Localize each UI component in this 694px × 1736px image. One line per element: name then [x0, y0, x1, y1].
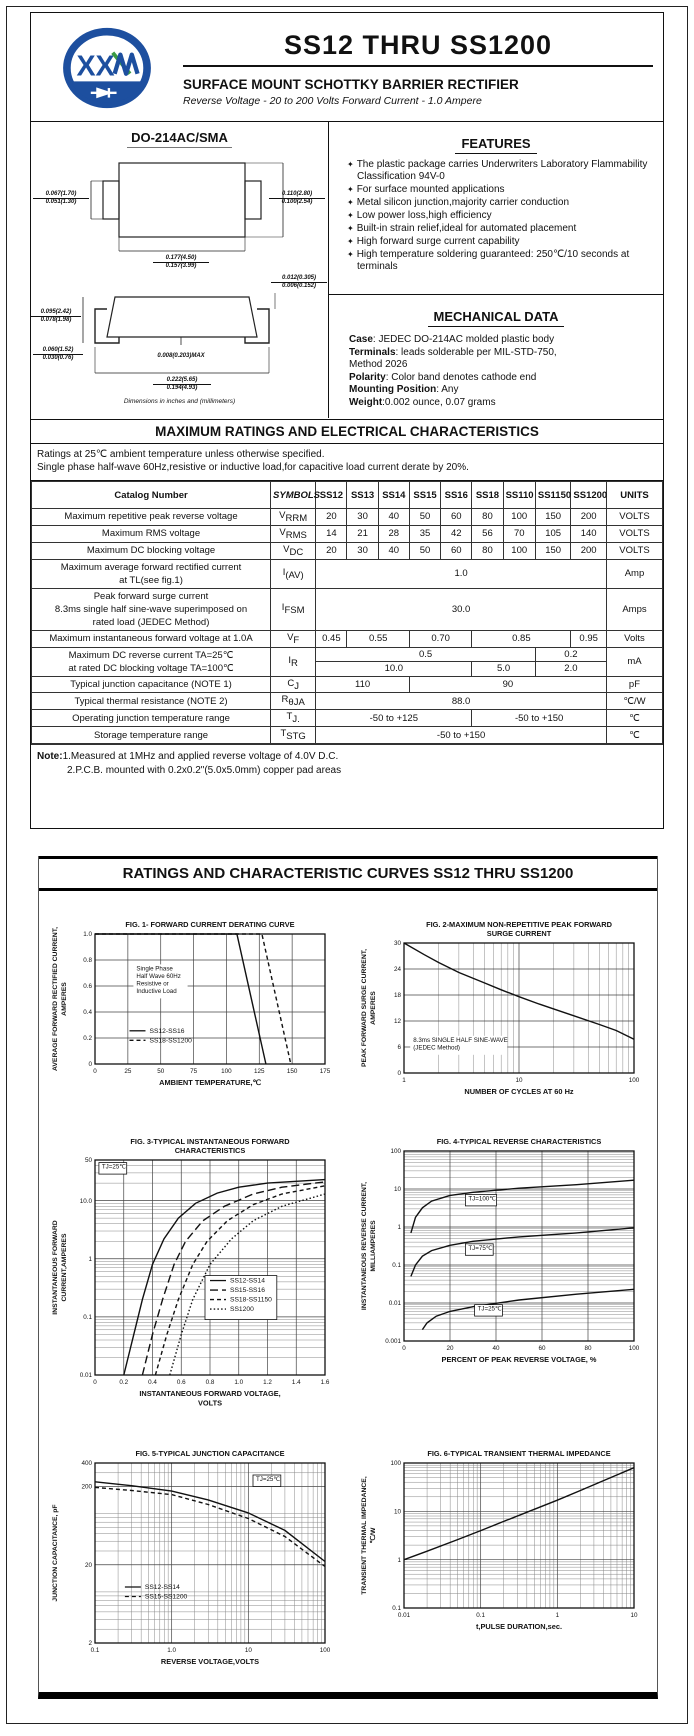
note-line1: Note:1.Measured at 1MHz and applied reverse voltage of 4.0V D.C. — [37, 751, 339, 763]
row-label: Peak forward surge current 8.3ms single half sine-wave superimposed on rated load (JEDEC Method) — [32, 588, 271, 630]
figure-3 — [49, 1134, 339, 1420]
annotation: TJ=25℃ — [101, 1163, 126, 1171]
value-cell: 50 — [409, 509, 440, 526]
bullet-icon: ✦ — [347, 185, 354, 194]
y-tick-label: 0.001 — [384, 1338, 401, 1346]
row-symbol: $T_{STG}$ — [271, 727, 316, 744]
value-cell: 88.0 — [316, 693, 607, 710]
column-header: SS1200 — [571, 482, 607, 509]
value-cell: 0.70 — [409, 630, 471, 647]
value-cell: 90 — [409, 676, 606, 693]
table-row — [32, 509, 663, 526]
y-axis-label: AVERAGE FORWARD RECTIFIED CURRENT, — [51, 927, 59, 1071]
figure-5 — [49, 1446, 339, 1678]
figure-title: FIG. 5-TYPICAL JUNCTION CAPACITANCE — [134, 1449, 285, 1458]
fig4-series — [422, 1289, 634, 1329]
note-line2: 2.P.C.B. mounted with 0.2x0.2"(5.0x5.0mm) copper pad areas — [67, 765, 342, 777]
y-tick-label: 1 — [396, 1224, 401, 1232]
value-cell: 30 — [347, 509, 378, 526]
row-label: Typical junction capacitance (NOTE 1) — [32, 676, 271, 693]
legend-label: SS1200 — [229, 1306, 254, 1314]
x-axis-label: AMBIENT TEMPERATURE,℃ — [158, 1078, 261, 1087]
x-tick-label: 175 — [319, 1068, 330, 1075]
x-tick-label: 0.6 — [176, 1379, 186, 1386]
package-name: DO-214AC/SMA — [31, 130, 328, 145]
annotation: TJ=25℃ — [255, 1476, 280, 1483]
value-cell: 0.55 — [347, 630, 409, 647]
dim-tab-width: 0.067(1.70) 0.051(1.30) — [33, 191, 89, 206]
y-tick-label: 0.2 — [82, 1035, 92, 1043]
figures-grid — [39, 891, 657, 1678]
value-cell: 60 — [441, 509, 472, 526]
y-axis-label: CURRENT,AMPERES — [60, 1233, 68, 1302]
fig5-chart — [49, 1446, 339, 1673]
y-tick-label: 0.1 — [391, 1262, 401, 1270]
mech-line: Weight:0.002 ounce, 0.07 grams — [349, 396, 496, 408]
y-tick-label: 0 — [396, 1070, 401, 1078]
feature-item: ✦ Low power loss,high efficiency — [347, 210, 492, 221]
row-symbol: $R_{\theta JA}$ — [271, 693, 316, 710]
row-symbol: $I_{(AV)}$ — [271, 559, 316, 588]
value-cell: 28 — [378, 525, 409, 542]
x-tick-label: 100 — [628, 1345, 639, 1352]
figure-1 — [49, 917, 339, 1108]
row-label: Maximum average forward rectified current at TL(see fig.1) — [32, 559, 271, 588]
annotation: Inductive Load — [135, 987, 177, 995]
unit-cell: VOLTS — [606, 509, 662, 526]
figure-title: SURGE CURRENT — [486, 929, 551, 938]
ratings-intro — [31, 444, 663, 481]
value-cell: 100 — [503, 542, 535, 559]
table-row — [32, 710, 663, 727]
dim-body-height: 0.110(2.80) 0.100(2.54) — [269, 191, 325, 206]
x-tick-label: 75 — [189, 1068, 197, 1075]
feature-item: ✦ Built-in strain relief,ideal for automated placement — [347, 223, 577, 234]
y-tick-label: 1.0 — [82, 931, 92, 939]
value-cell: -50 to +150 — [316, 727, 607, 744]
y-tick-label: 0.8 — [82, 957, 92, 965]
figure-2 — [358, 917, 648, 1108]
fig6-chart — [358, 1446, 648, 1638]
ratings-table-wrap — [31, 481, 663, 744]
value-cell: 0.2 — [535, 647, 606, 662]
features-heading: FEATURES — [329, 136, 663, 151]
package-caption: Dimensions in inches and (millimeters) — [123, 398, 236, 405]
unit-cell: VOLTS — [606, 525, 662, 542]
feature-item: ✦ The plastic package carries Underwriters Laboratory Flammability Classification 94V-0 — [347, 159, 648, 182]
row-symbol: $C_J$ — [271, 676, 316, 693]
column-header: Catalog Number — [32, 482, 271, 509]
legend-label: SS18-SS1150 — [229, 1296, 272, 1304]
annotation: TJ=75℃ — [467, 1244, 493, 1252]
x-tick-label: 1 — [555, 1612, 559, 1619]
legend-label: SS12-SS14 — [144, 1584, 180, 1591]
y-axis-label: INSTANTANEOUS REVERSE CURRENT, — [360, 1181, 368, 1311]
fig5-series — [95, 1487, 325, 1566]
mech-line: Method 2026 — [349, 359, 408, 370]
x-tick-label: 1.4 — [291, 1379, 301, 1386]
y-axis-label: MILLIAMPERES — [369, 1220, 377, 1272]
x-axis-label: VOLTS — [197, 1398, 222, 1408]
value-cell: -50 to +150 — [472, 710, 607, 727]
mechanical-data — [329, 332, 663, 419]
y-tick-label: 6 — [396, 1044, 401, 1052]
mechanical-heading: MECHANICAL DATA — [329, 309, 663, 324]
header-titles — [183, 30, 653, 107]
y-tick-label: 0.01 — [79, 1372, 92, 1380]
x-tick-label: 1.0 — [166, 1647, 176, 1654]
x-tick-label: 0.1 — [475, 1612, 485, 1619]
y-tick-label: 10 — [393, 1508, 401, 1516]
x-tick-label: 150 — [286, 1068, 297, 1075]
unit-cell: Volts — [606, 630, 662, 647]
ratings-banner: MAXIMUM RATINGS AND ELECTRICAL CHARACTERISTICS — [31, 419, 663, 444]
bullet-icon: ✦ — [347, 160, 354, 169]
y-tick-label: 50 — [84, 1157, 92, 1165]
value-cell: 150 — [535, 542, 571, 559]
feature-item: ✦ Metal silicon junction,majority carrier conduction — [347, 197, 570, 208]
x-tick-label: 20 — [445, 1345, 454, 1352]
value-cell: 35 — [409, 525, 440, 542]
x-tick-label: 50 — [156, 1068, 164, 1075]
value-cell: 80 — [472, 509, 503, 526]
x-tick-label: 0 — [92, 1068, 97, 1075]
value-cell: 56 — [472, 525, 503, 542]
figure-title: CHARACTERISTICS — [174, 1146, 245, 1155]
bullet-icon: ✦ — [347, 237, 354, 246]
y-tick-label: 10 — [393, 1186, 401, 1194]
row-symbol: $V_F$ — [271, 630, 316, 647]
row-label: Typical thermal resistance (NOTE 2) — [32, 693, 271, 710]
value-cell: 5.0 — [472, 662, 536, 677]
value-cell: 70 — [503, 525, 535, 542]
value-cell: 30.0 — [316, 588, 607, 630]
bullet-icon: ✦ — [347, 198, 354, 207]
section-divider — [329, 294, 663, 295]
unit-cell: Amps — [606, 588, 662, 630]
fig2-chart — [358, 917, 648, 1103]
y-tick-label: 1 — [396, 1556, 401, 1564]
y-axis-label: INSTANTANEOUS FORWARD — [51, 1220, 59, 1315]
column-header: SS1150 — [535, 482, 571, 509]
value-cell: 200 — [571, 509, 607, 526]
ratings-intro-line1: Ratings at 25℃ ambient temperature unless otherwise specified. — [37, 449, 325, 460]
y-axis-label: AMPERES — [369, 991, 377, 1025]
annotation: TJ=25℃ — [477, 1305, 502, 1313]
y-tick-label: 100 — [389, 1460, 401, 1468]
legend-label: SS15-SS1200 — [144, 1593, 187, 1601]
column-header: SS13 — [347, 482, 378, 509]
y-axis-label: ℃/W — [369, 1527, 377, 1544]
row-label: Maximum instantaneous forward voltage at 1.0A — [32, 630, 271, 647]
table-row — [32, 676, 663, 693]
y-axis-label: JUNCTION CAPACITANCE, pF — [51, 1504, 59, 1602]
x-tick-label: 80 — [583, 1345, 592, 1352]
value-cell: 2.0 — [535, 662, 606, 677]
subtitle: SURFACE MOUNT SCHOTTKY BARRIER RECTIFIER — [183, 76, 519, 92]
value-cell: 0.85 — [472, 630, 571, 647]
column-header: SS15 — [409, 482, 440, 509]
value-cell: 140 — [571, 525, 607, 542]
curves-banner: RATINGS AND CHARACTERISTIC CURVES SS12 THRU SS1200 — [39, 856, 657, 891]
ratings-intro-line2: Single phase half-wave 60Hz,resistive or inductive load,for capacitive load current derate by 20%. — [37, 462, 469, 473]
y-tick-label: 1 — [87, 1255, 92, 1263]
y-tick-label: 24 — [393, 966, 401, 974]
row-symbol: $T_{J.}$ — [271, 710, 316, 727]
column-header: SYMBOLS — [271, 482, 316, 509]
brand-logo-icon — [59, 26, 155, 110]
x-tick-label: 1.0 — [233, 1379, 243, 1386]
y-tick-label: 100 — [389, 1148, 401, 1156]
column-header: SS18 — [472, 482, 503, 509]
legend-label: SS12-SS16 — [149, 1027, 184, 1035]
y-tick-label: 2 — [87, 1640, 92, 1648]
annotation: (JEDEC Method) — [412, 1044, 460, 1052]
y-tick-label: 18 — [393, 992, 401, 1000]
row-label: Storage temperature range — [32, 727, 271, 744]
y-tick-label: 12 — [393, 1018, 401, 1026]
value-cell: 40 — [378, 542, 409, 559]
bullet-icon: ✦ — [347, 224, 354, 233]
page-title: SS12 THRU SS1200 — [283, 29, 553, 60]
y-tick-label: 0.01 — [388, 1300, 401, 1308]
fig1-chart — [49, 917, 339, 1094]
x-tick-label: 10 — [629, 1612, 638, 1619]
value-cell: 100 — [503, 509, 535, 526]
unit-cell: Amp — [606, 559, 662, 588]
x-tick-label: 25 — [123, 1068, 131, 1075]
bullet-icon: ✦ — [347, 211, 354, 220]
table-row — [32, 727, 663, 744]
value-cell: 10.0 — [316, 662, 472, 677]
column-header: SS110 — [503, 482, 535, 509]
features-list — [329, 159, 663, 284]
figure-6 — [358, 1446, 648, 1678]
y-tick-label: 0 — [87, 1061, 92, 1069]
unit-cell: ℃/W — [606, 693, 662, 710]
value-cell: 40 — [378, 509, 409, 526]
dim-overall-length: 0.222(5.65) 0.194(4.93) — [153, 377, 211, 392]
x-axis-label: PERCENT OF PEAK REVERSE VOLTAGE, % — [441, 1355, 596, 1364]
dim-lead-thickness: 0.012(0.305) 0.006(0.152) — [271, 275, 327, 290]
x-tick-label: 0.2 — [118, 1379, 128, 1386]
fig4-series — [410, 1180, 633, 1233]
x-tick-label: 0.1 — [90, 1647, 99, 1654]
fig1-series — [95, 934, 266, 1064]
row-label: Maximum repetitive peak reverse voltage — [32, 509, 271, 526]
row-label: Maximum DC blocking voltage — [32, 542, 271, 559]
y-axis-label: TRANSIENT THERMAL IMPEDANCE, — [360, 1476, 368, 1595]
dim-body-width: 0.177(4.50) 0.157(3.99) — [153, 255, 209, 270]
legend-label: SS15-SS16 — [229, 1287, 265, 1295]
y-axis-label: AMPERES — [60, 982, 68, 1016]
value-cell: 60 — [441, 542, 472, 559]
annotation: 8.3ms SINGLE HALF SINE-WAVE — [412, 1036, 508, 1044]
value-cell: 14 — [316, 525, 347, 542]
y-tick-label: 10.0 — [79, 1197, 92, 1205]
x-tick-label: 40 — [491, 1345, 500, 1352]
y-tick-label: 30 — [393, 940, 401, 948]
legend-label: SS18-SS1200 — [149, 1037, 192, 1045]
x-tick-label: 10 — [514, 1077, 523, 1084]
fig4-series — [410, 1228, 633, 1277]
value-cell: 20 — [316, 542, 347, 559]
y-tick-label: 0.4 — [82, 1009, 92, 1017]
x-axis-label: NUMBER OF CYCLES AT 60 Hz — [463, 1087, 574, 1096]
x-axis-label: REVERSE VOLTAGE,VOLTS — [160, 1657, 259, 1666]
x-tick-label: 0 — [92, 1379, 97, 1386]
legend-label: SS12-SS14 — [229, 1277, 265, 1285]
x-tick-label: 100 — [628, 1077, 639, 1084]
fig4-chart — [358, 1134, 648, 1371]
fig5-series — [95, 1482, 325, 1562]
unit-cell: VOLTS — [606, 542, 662, 559]
column-header: SS14 — [378, 482, 409, 509]
row-label: Operating junction temperature range — [32, 710, 271, 727]
row-symbol: $V_{RMS}$ — [271, 525, 316, 542]
package-cell — [31, 122, 329, 418]
row-symbol: $I_R$ — [271, 647, 316, 676]
y-tick-label: 200 — [80, 1483, 92, 1491]
row-label: Maximum DC reverse current TA=25℃ at rated DC blocking voltage TA=100℃ — [32, 647, 271, 676]
row-symbol: $I_{FSM}$ — [271, 588, 316, 630]
value-cell: 105 — [535, 525, 571, 542]
table-row — [32, 588, 663, 630]
value-cell: 1.0 — [316, 559, 607, 588]
table-row — [32, 693, 663, 710]
svg-text:X: X — [95, 50, 115, 83]
spec-box — [30, 12, 664, 829]
value-cell: -50 to +125 — [316, 710, 472, 727]
feature-item: ✦ High forward surge current capability — [347, 236, 520, 247]
value-cell: 150 — [535, 509, 571, 526]
value-cell: 30 — [347, 542, 378, 559]
x-axis-label: t,PULSE DURATION,sec. — [475, 1622, 562, 1631]
annotation: TJ=100℃ — [467, 1195, 496, 1203]
unit-cell: ℃ — [606, 727, 662, 744]
y-tick-label: 400 — [80, 1460, 92, 1468]
header — [31, 13, 663, 122]
column-header: SS16 — [441, 482, 472, 509]
package-drawing — [31, 147, 328, 409]
y-axis-label: PEAK FORWARD SURGE CURRENT, — [360, 948, 368, 1068]
svg-text:X: X — [76, 50, 96, 83]
feature-item: ✦ For surface mounted applications — [347, 184, 505, 195]
figure-title: FIG. 6-TYPICAL TRANSIENT THERMAL IMPEDANCE — [426, 1449, 611, 1458]
dim-pkg-height: 0.095(2.42) 0.078(1.98) — [31, 309, 81, 324]
column-header: UNITS — [606, 482, 662, 509]
table-row — [32, 559, 663, 588]
x-tick-label: 1.6 — [320, 1379, 329, 1386]
mech-line: Mounting Position: Any — [349, 384, 459, 395]
row-symbol: $V_{RRM}$ — [271, 509, 316, 526]
x-tick-label: 100 — [319, 1647, 330, 1654]
bullet-icon: ✦ — [347, 250, 354, 259]
x-tick-label: 60 — [537, 1345, 546, 1352]
value-cell: 0.45 — [316, 630, 347, 647]
value-cell: 0.95 — [571, 630, 607, 647]
figure-title: FIG. 3-TYPICAL INSTANTANEOUS FORWARD — [129, 1137, 290, 1146]
y-tick-label: 0.6 — [82, 983, 92, 991]
annotation: Half Wave 60Hz — [135, 972, 181, 980]
y-tick-label: 0.1 — [82, 1314, 92, 1322]
figure-title: FIG. 1- FORWARD CURRENT DERATING CURVE — [124, 920, 295, 929]
row-symbol: $V_{DC}$ — [271, 542, 316, 559]
row-label: Maximum RMS voltage — [32, 525, 271, 542]
x-tick-label: 0 — [401, 1345, 406, 1352]
x-tick-label: 10 — [244, 1647, 252, 1654]
table-row — [32, 542, 663, 559]
figure-title: FIG. 4-TYPICAL REVERSE CHARACTERISTICS — [436, 1137, 601, 1146]
y-tick-label: 0.1 — [391, 1605, 401, 1613]
value-cell: 21 — [347, 525, 378, 542]
title-rule — [183, 65, 653, 67]
value-cell: 42 — [441, 525, 472, 542]
column-header: SS12 — [316, 482, 347, 509]
annotation: Single Phase — [135, 965, 173, 973]
x-tick-label: 1.2 — [262, 1379, 272, 1386]
x-tick-label: 0.8 — [205, 1379, 214, 1386]
value-cell: 0.5 — [316, 647, 536, 662]
fig3-chart — [49, 1134, 339, 1415]
table-notes — [31, 744, 663, 828]
tagline: Reverse Voltage - 20 to 200 Volts Forward Current - 1.0 Ampere — [183, 94, 482, 107]
curves-box — [38, 856, 658, 1699]
value-cell: 50 — [409, 542, 440, 559]
package-features-row — [31, 122, 663, 419]
x-axis-label: INSTANTANEOUS FORWARD VOLTAGE, — [138, 1389, 281, 1398]
annotation: Resistive or — [135, 980, 169, 988]
value-cell: 20 — [316, 509, 347, 526]
features-cell — [329, 122, 663, 419]
table-row — [32, 630, 663, 647]
table-row — [32, 647, 663, 662]
value-cell: 110 — [316, 676, 410, 693]
mech-line: Terminals: leads solderable per MIL-STD-750, — [349, 346, 557, 358]
ratings-table — [31, 481, 663, 744]
x-tick-label: 1 — [401, 1077, 406, 1084]
value-cell: 80 — [472, 542, 503, 559]
mech-line: Polarity: Color band denotes cathode end — [349, 371, 537, 383]
mech-line: Case: JEDEC DO-214AC molded plastic body — [349, 334, 555, 345]
figure-4 — [358, 1134, 648, 1420]
table-row — [32, 525, 663, 542]
unit-cell: mA — [606, 647, 662, 676]
x-tick-label: 0.01 — [397, 1612, 410, 1619]
dim-standoff: 0.008(0.203)MAX — [157, 353, 205, 359]
x-tick-label: 100 — [220, 1068, 232, 1075]
feature-item: ✦ High temperature soldering guaranteed: 250℃/10 seconds at terminals — [347, 249, 630, 272]
unit-cell: pF — [606, 676, 662, 693]
x-tick-label: 0.4 — [147, 1379, 157, 1386]
y-tick-label: 20 — [84, 1561, 92, 1569]
value-cell: 200 — [571, 542, 607, 559]
x-tick-label: 125 — [253, 1068, 265, 1075]
figure-title: FIG. 2-MAXIMUM NON-REPETITIVE PEAK FORWARD — [425, 920, 612, 929]
unit-cell: ℃ — [606, 710, 662, 727]
dim-foot-length: 0.060(1.52) 0.030(0.76) — [33, 347, 83, 362]
